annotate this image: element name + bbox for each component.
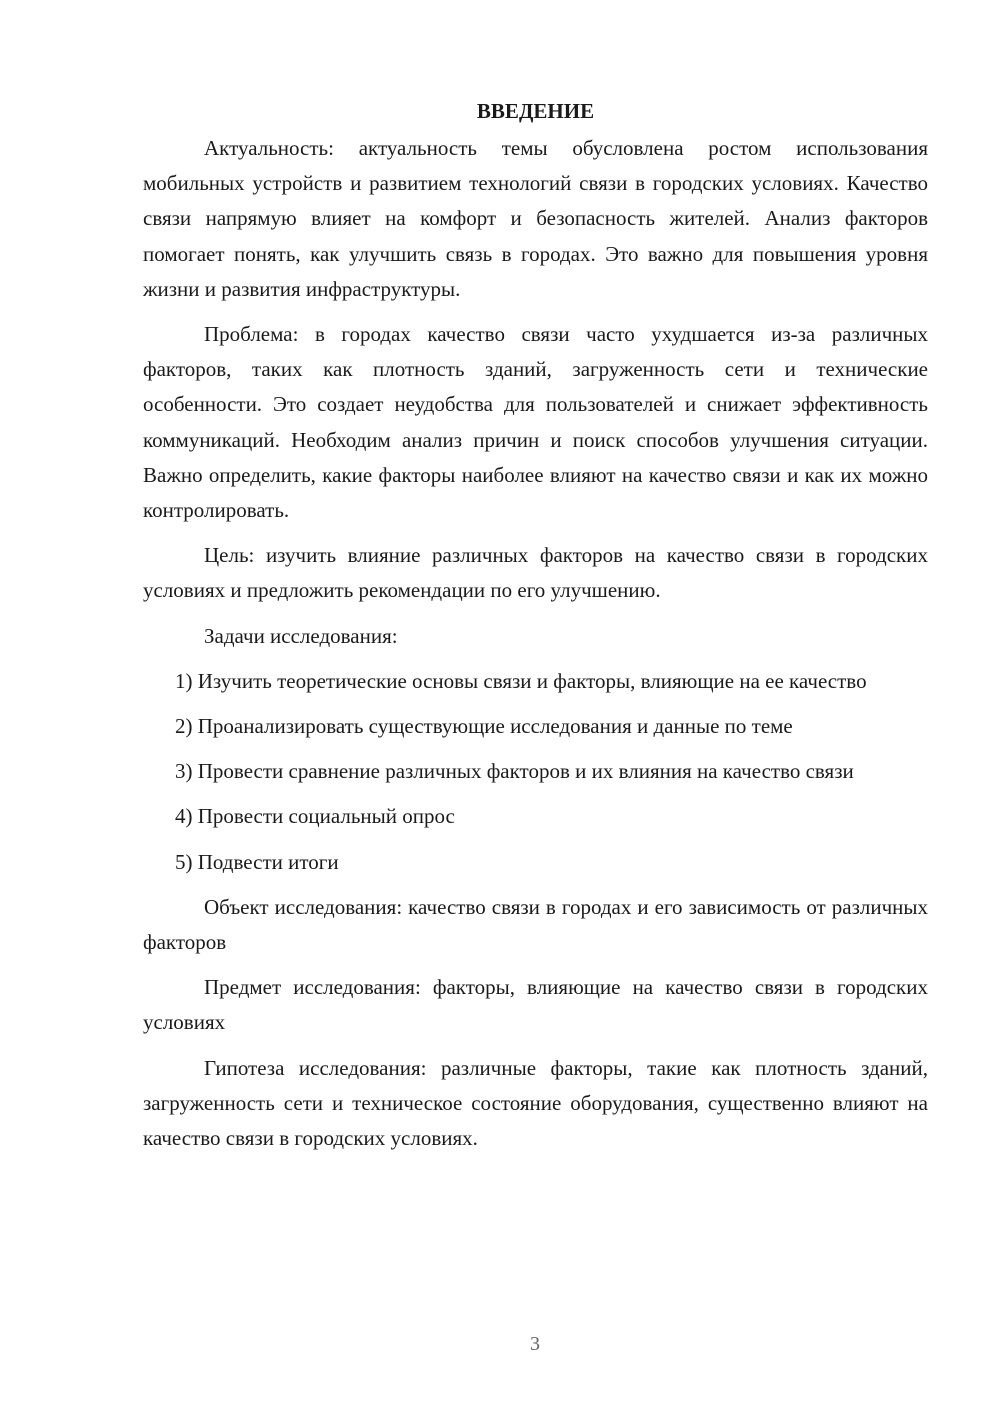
- page-number: 3: [530, 1333, 540, 1355]
- relevance-paragraph: Актуальность: актуальность темы обусловлена ростом использования мобильных устройств и развитием технологий связи в городских условиях. Качество связи напрямую влияет на комфорт и безопасность жителей. Анализ факторов помогает понять, как улучшить связь в городах. Это важно для повышения уровня жизни и развития инфраструктуры.: [143, 136, 928, 301]
- object-paragraph: Объект исследования: качество связи в городах и его зависимость от различных факторов: [143, 894, 928, 955]
- problem-paragraph: Проблема: в городах качество связи часто ухудшается из-за различных факторов, таких как плотность зданий, загруженность сети и технические особенности. Это создает неудобства для пользователей и снижает эффективность коммуникаций. Необходим анализ причин и поиск способов улучшения ситуации. Важно определить, какие факторы наиболее влияют на качество связи и как их можно контролировать.: [143, 322, 928, 523]
- subject-paragraph: Предмет исследования: факторы, влияющие на качество связи в городских условиях: [143, 975, 928, 1035]
- task-item: 4) Провести социальный опрос: [175, 804, 455, 829]
- hypothesis-paragraph: Гипотеза исследования: различные факторы, такие как плотность зданий, загруженность сети и техническое состояние оборудования, существенно влияют на качество связи в городских условиях.: [143, 1055, 928, 1151]
- task-item: 5) Подвести итоги: [175, 849, 339, 874]
- goal-paragraph: Цель: изучить влияние различных факторов на качество связи в городских условиях и предложить рекомендации по его улучшению.: [143, 543, 928, 603]
- task-item: 3) Провести сравнение различных факторов и их влияния на качество связи: [175, 759, 854, 784]
- task-item: 2) Проанализировать существующие исследования и данные по теме: [175, 714, 793, 739]
- section-title: ВВЕДЕНИЕ: [476, 99, 595, 123]
- document-page: [143, 96, 928, 1166]
- task-item: 1) Изучить теоретические основы связи и факторы, влияющие на ее качество: [175, 668, 867, 693]
- tasks-heading: Задачи исследования:: [204, 623, 398, 648]
